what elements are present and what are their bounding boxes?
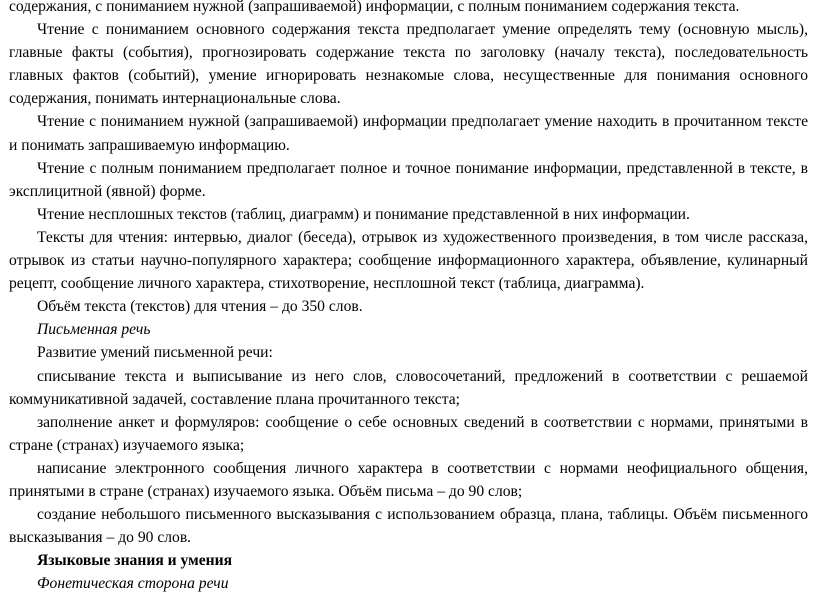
paragraph-noncontinuous-texts: Чтение несплошных текстов (таблиц, диаграмм) и понимание представленной в них информации. xyxy=(37,205,690,223)
paragraph-continuation: содержания, с пониманием нужной (запрашиваемой) информации, с полным пониманием содержания текста. xyxy=(9,0,740,15)
list-item-filling-forms: заполнение анкет и формуляров: сообщение о себе основных сведений в соответствии с нормами, принятыми в стране (странах) изучаемого языка; xyxy=(9,413,808,454)
list-item-email-writing: написание электронного сообщения личного характера в соответствии с нормами неофициального общения, принятыми в стране (странах) изучаемого языка. Объём письма – до 90 слов; xyxy=(9,459,808,500)
heading-written-speech: Письменная речь xyxy=(37,321,151,339)
heading-language-knowledge: Языковые знания и умения xyxy=(37,552,233,570)
paragraph-writing-skills-intro: Развитие умений письменной речи: xyxy=(37,344,273,362)
list-item-copying-text: списывание текста и выписывание из него слов, словосочетаний, предложений в соответствии с решаемой коммуникативной задачей, составление плана прочитанного текста; xyxy=(9,367,808,408)
paragraph-full-understanding-reading: Чтение с полным пониманием предполагает полное и точное понимание информации, представленной в тексте, в эксплицитной (явной) форме. xyxy=(9,159,808,200)
list-item-short-statement: создание небольшого письменного высказывания с использованием образца, плана, таблицы. Объём письменного высказывания – до 90 слов. xyxy=(9,506,808,547)
paragraph-reading-texts: Тексты для чтения: интервью, диалог (беседа), отрывок из художественного произведения, в том числе рассказа, отрывок из статьи научно-популярного характера; сообщение информационного характера, объявление, кулинарный рецепт, сообщение личного характера, стихотворение, несплошной текст (таблица, диаграмма). xyxy=(9,228,808,293)
paragraph-requested-info-reading: Чтение с пониманием нужной (запрашиваемой) информации предполагает умение находить в прочитанном тексте и понимать запрашиваемую информацию. xyxy=(9,113,808,154)
paragraph-main-content-reading: Чтение с пониманием основного содержания текста предполагает умение определять тему (основную мысль), главные факты (события), прогнозировать содержание текста по заголовку (началу текста), последовательность главных фактов (событий), умение игнорировать незнакомые слова, несущественные для понимания основного содержания, понимать интернациональные слова. xyxy=(9,21,808,108)
heading-phonetics: Фонетическая сторона речи xyxy=(37,575,229,593)
paragraph-reading-volume: Объём текста (текстов) для чтения – до 350 слов. xyxy=(37,298,363,316)
